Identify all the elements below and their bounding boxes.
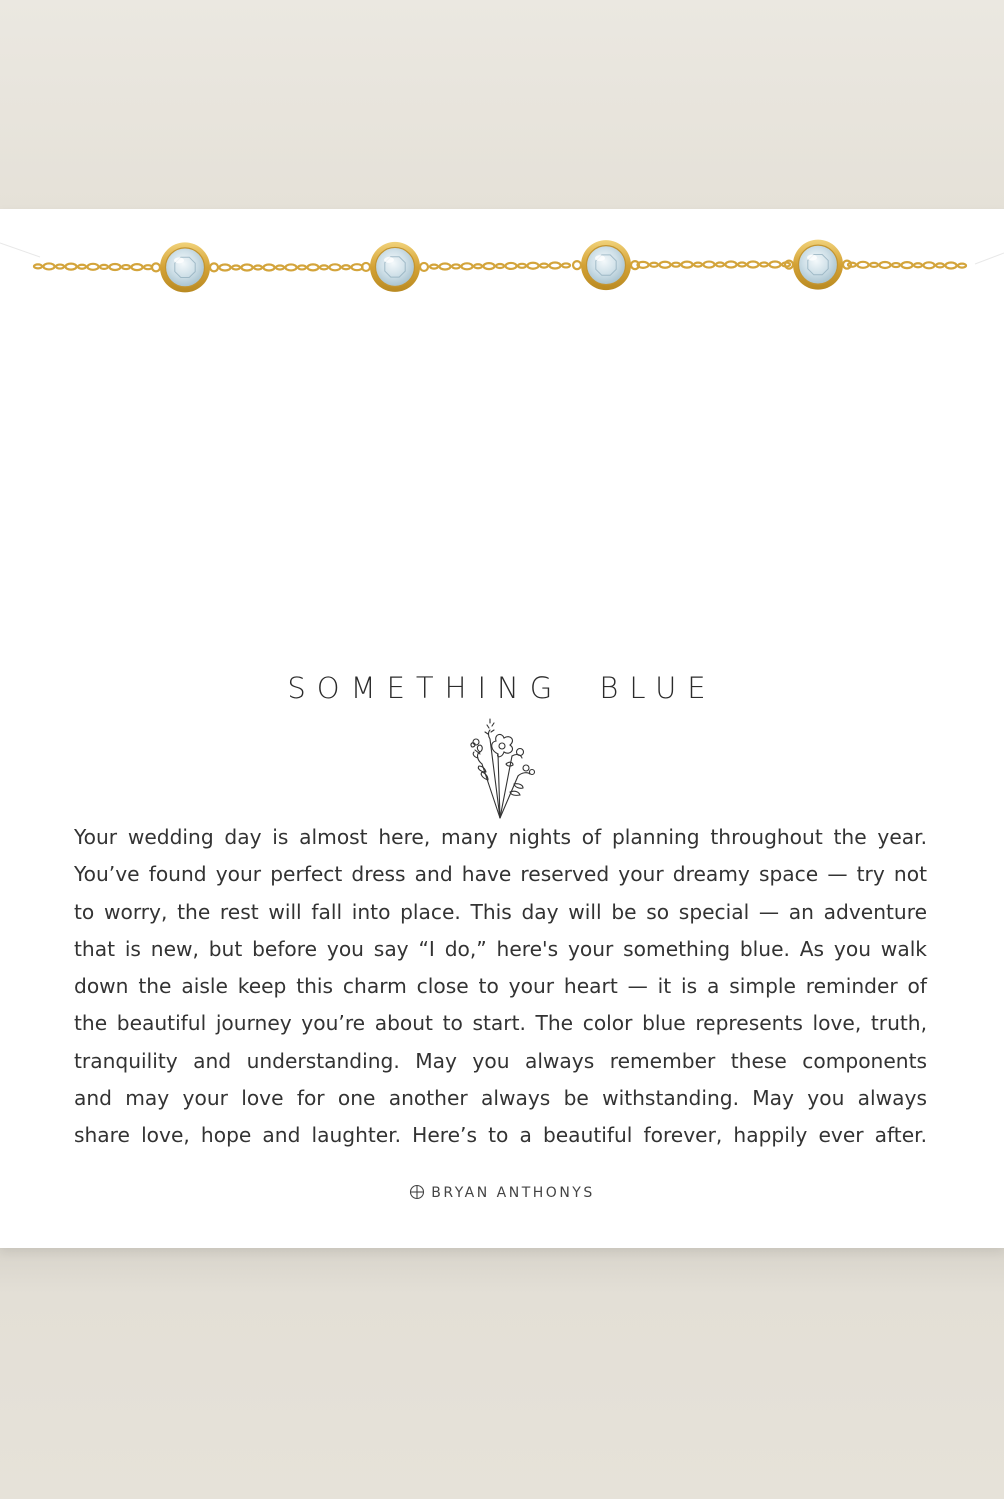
chain-link	[650, 263, 658, 267]
chain-link	[122, 265, 130, 269]
chain-link	[936, 263, 944, 267]
chain-link	[726, 262, 737, 268]
chain-link	[540, 264, 548, 268]
chain-link	[496, 264, 504, 268]
chain-link	[924, 262, 935, 268]
chain-link	[144, 265, 152, 269]
brand-footer	[0, 1184, 1004, 1201]
poem-line: tranquility and understanding. May you always remember these components	[74, 1048, 927, 1073]
chain-link	[914, 263, 922, 267]
flower-bouquet-icon	[460, 714, 540, 822]
chain-link	[902, 262, 913, 268]
poem-text	[74, 819, 927, 1155]
chain-link	[672, 263, 680, 267]
brand-logo-icon	[409, 1184, 425, 1200]
chain-link	[66, 264, 77, 270]
chain-link	[78, 265, 86, 269]
poem-line: and may your love for one another always be withstanding. May you always	[74, 1086, 927, 1111]
chain-link	[550, 263, 561, 269]
chain-link	[264, 264, 275, 270]
chain-link	[484, 263, 495, 269]
poem-line: share love, hope and laughter. Here’s to a beautiful forever, happily ever after.	[74, 1123, 927, 1148]
chain-link	[254, 265, 262, 269]
chain-link	[308, 264, 319, 270]
chain-link	[870, 263, 878, 267]
poem-line: the beautiful journey you’re about to start. The color blue represents love, truth,	[74, 1011, 927, 1036]
chain-link	[232, 265, 240, 269]
background-bottom	[0, 1248, 1004, 1499]
poem-line: You’ve found your perfect dress and have reserved your dreamy space — try not	[74, 862, 927, 887]
chain-link	[748, 262, 759, 268]
chain-link	[770, 262, 781, 268]
chain-link	[946, 263, 957, 269]
chain-link	[430, 265, 438, 269]
chain-link	[528, 263, 539, 269]
chain-link	[452, 264, 460, 268]
chain-link	[506, 263, 517, 269]
chain-link	[562, 263, 570, 267]
chain-link	[704, 262, 715, 268]
chain-link	[694, 263, 702, 267]
chain-link	[462, 263, 473, 269]
brand-name: BRYAN ANTHONYS	[431, 1185, 595, 1201]
chain-link	[518, 264, 526, 268]
chain-link	[474, 264, 482, 268]
chain-link	[958, 264, 966, 268]
chain-link	[352, 264, 363, 270]
chain-link	[132, 264, 143, 270]
chain-link	[298, 265, 306, 269]
chain-link	[760, 263, 768, 267]
chain-link	[44, 263, 55, 269]
chain-link	[330, 264, 341, 270]
bezel-stone	[152, 242, 218, 292]
bracelet-image	[0, 209, 1004, 349]
background-top	[0, 0, 1004, 210]
chain-link	[100, 265, 108, 269]
chain-link	[276, 265, 284, 269]
bezel-stone	[573, 240, 639, 290]
chain-link	[320, 265, 328, 269]
chain-link	[660, 262, 671, 268]
bezel-stone	[785, 240, 851, 290]
chain-link	[682, 262, 693, 268]
chain-link	[342, 265, 350, 269]
poem-line: to worry, the rest will fall into place. This day will be so special — an adventure	[74, 899, 927, 924]
jewelry-card	[0, 209, 1004, 1248]
poem-line: down the aisle keep this charm close to your heart — it is a simple reminder of	[74, 974, 927, 999]
chain-link	[716, 263, 724, 267]
poem-line: Your wedding day is almost here, many nights of planning throughout the year.	[74, 825, 927, 849]
poem-line: that is new, but before you say “I do,” here's your something blue. As you walk	[74, 936, 927, 961]
chain-link	[738, 263, 746, 267]
card-title: SOMETHING BLUE	[287, 671, 717, 705]
chain-link	[242, 264, 253, 270]
chain-link	[88, 264, 99, 270]
chain-link	[286, 264, 297, 270]
chain-link	[56, 265, 64, 269]
chain-link	[110, 264, 121, 270]
chain-link	[440, 264, 451, 270]
chain-link	[34, 264, 42, 268]
bezel-stone	[362, 242, 428, 292]
chain-link	[220, 264, 231, 270]
chain-link	[858, 262, 869, 268]
chain-link	[892, 263, 900, 267]
chain-link	[880, 262, 891, 268]
